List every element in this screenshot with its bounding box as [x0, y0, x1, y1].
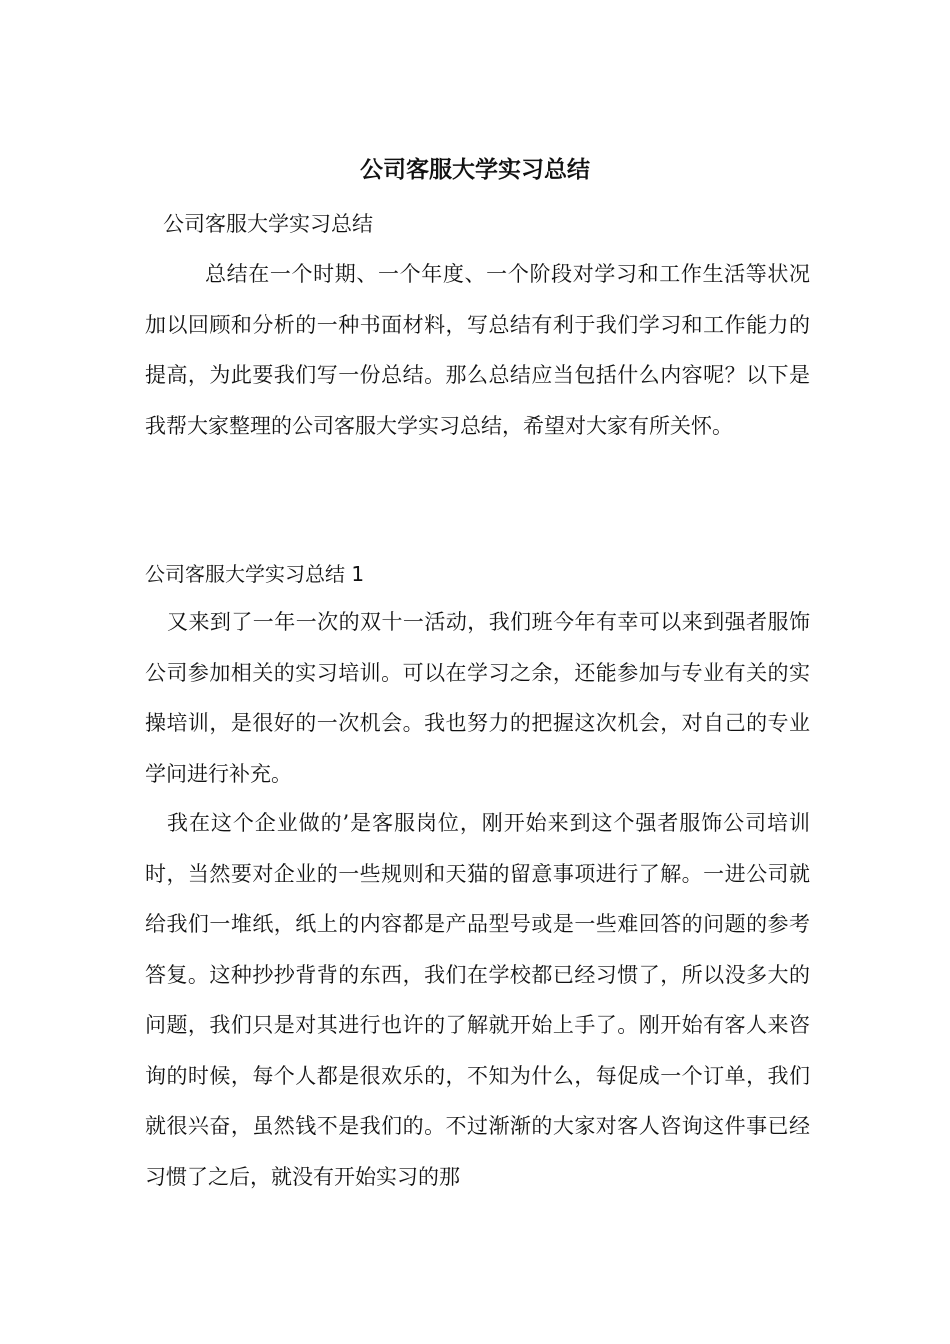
document-subtitle: 公司客服大学实习总结: [163, 212, 373, 236]
document-title: 公司客服大学实习总结: [360, 156, 590, 183]
intro-paragraph: 总结在一个时期、一个年度、一个阶段对学习和工作生活等状况加以回顾和分析的一种书面材料，写总结有利于我们学习和工作能力的提高，为此要我们写一份总结。那么总结应当包括什么内容呢？以下是我帮大家整理的公司客服大学实习总结，希望对大家有所关怀。: [145, 262, 810, 438]
body-paragraph-1: 又来到了一年一次的双十一活动，我们班今年有幸可以来到强者服饰公司参加相关的实习培训。可以在学习之余，还能参加与专业有关的实操培训，是很好的一次机会。我也努力的把握这次机会，对自己的专业学问进行补充。: [145, 610, 810, 786]
section-heading: 公司客服大学实习总结 1: [145, 562, 365, 586]
body-paragraph-2: 我在这个企业做的’是客服岗位，刚开始来到这个强者服饰公司培训时，当然要对企业的一些规则和天猫的留意事项进行了解。一进公司就给我们一堆纸，纸上的内容都是产品型号或是一些难回答的问题的参考答复。这种抄抄背背的东西，我们在学校都已经习惯了，所以没多大的问题，我们只是对其进行也许的了解就开始上手了。刚开始有客人来咨询的时候，每个人都是很欢乐的，不知为什么，每促成一个订单，我们就很兴奋，虽然钱不是我们的。不过渐渐的大家对客人咨询这件事已经习惯了之后，就没有开始实习的那: [145, 811, 810, 1189]
